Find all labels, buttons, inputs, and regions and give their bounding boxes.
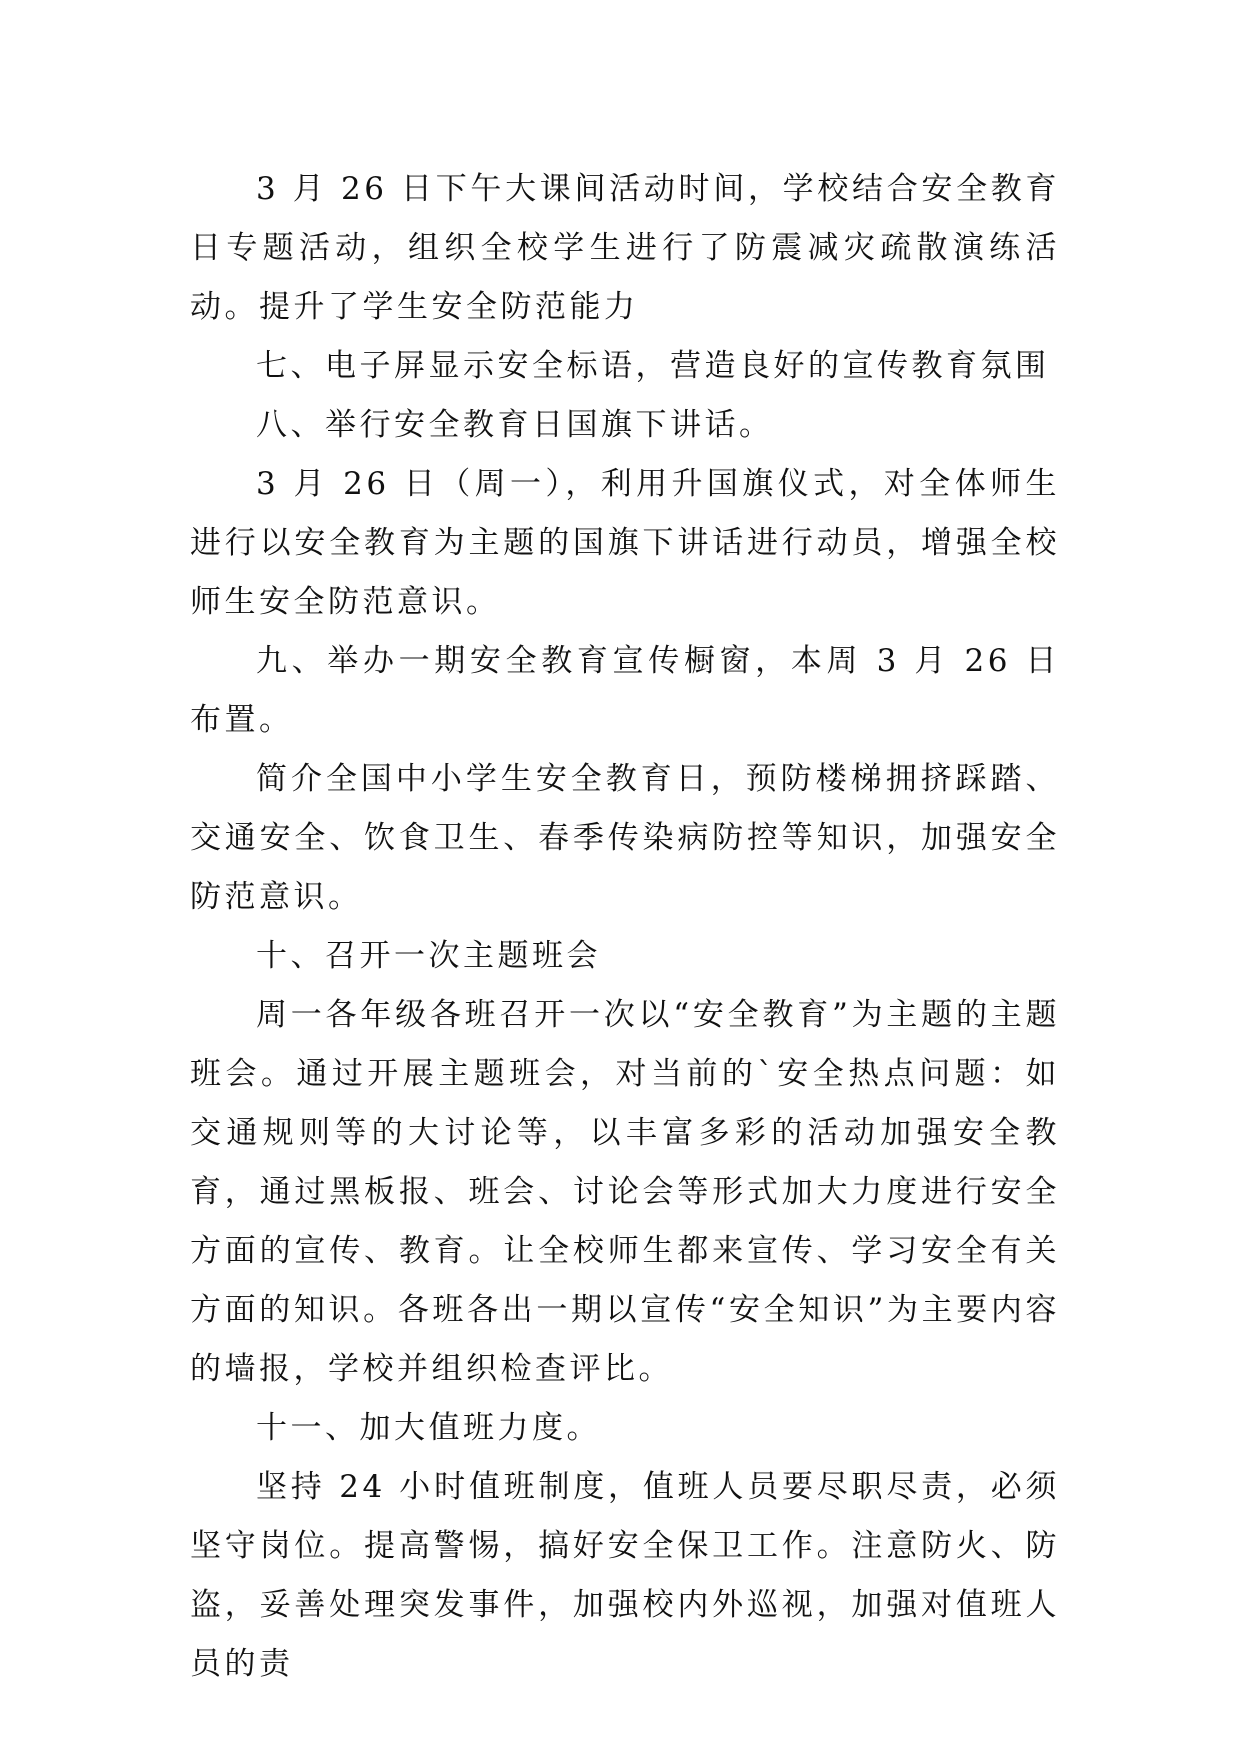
heading-ten-class-meeting: 十、召开一次主题班会 xyxy=(256,938,601,974)
paragraph-drill-activity: 3 月 26 日下午大课间活动时间，学校结合安全教育日专题活动，组织全校学生进行了防震减灾疏散演练活动。提升了学生安全防范能力 xyxy=(190,171,1060,325)
heading-nine-display-window: 九、举办一期安全教育宣传橱窗，本周 3 月 26 日布置。 xyxy=(190,643,1060,738)
heading-seven-electronic-screen: 七、电子屏显示安全标语，营造良好的宣传教育氛围 xyxy=(256,348,1050,384)
paragraph-flag-ceremony: 3 月 26 日（周一），利用升国旗仪式，对全体师生进行以安全教育为主题的国旗下讲话进行动员，增强全校师生安全防范意识。 xyxy=(190,466,1060,620)
paragraph-safety-day-intro: 简介全国中小学生安全教育日，预防楼梯拥挤踩踏、交通安全、饮食卫生、春季传染病防控等知识，加强安全防范意识。 xyxy=(190,761,1060,915)
paragraph-duty-system: 坚持 24 小时值班制度，值班人员要尽职尽责，必须坚守岗位。提高警惕，搞好安全保卫工作。注意防火、防盗，妥善处理突发事件，加强校内外巡视，加强对值班人员的责 xyxy=(190,1469,1060,1682)
heading-eight-flag-speech: 八、举行安全教育日国旗下讲话。 xyxy=(256,407,774,443)
heading-eleven-duty: 十一、加大值班力度。 xyxy=(256,1410,601,1446)
document-body xyxy=(190,160,1060,1694)
paragraph-class-meeting: 周一各年级各班召开一次以“安全教育”为主题的主题班会。通过开展主题班会，对当前的`安全热点问题：如交通规则等的大讨论等，以丰富多彩的活动加强安全教育，通过黑板报、班会、讨论会等形式加大力度进行安全方面的宣传、教育。让全校师生都来宣传、学习安全有关方面的知识。各班各出一期以宣传“安全知识”为主要内容的墙报，学校并组织检查评比。 xyxy=(190,997,1060,1387)
